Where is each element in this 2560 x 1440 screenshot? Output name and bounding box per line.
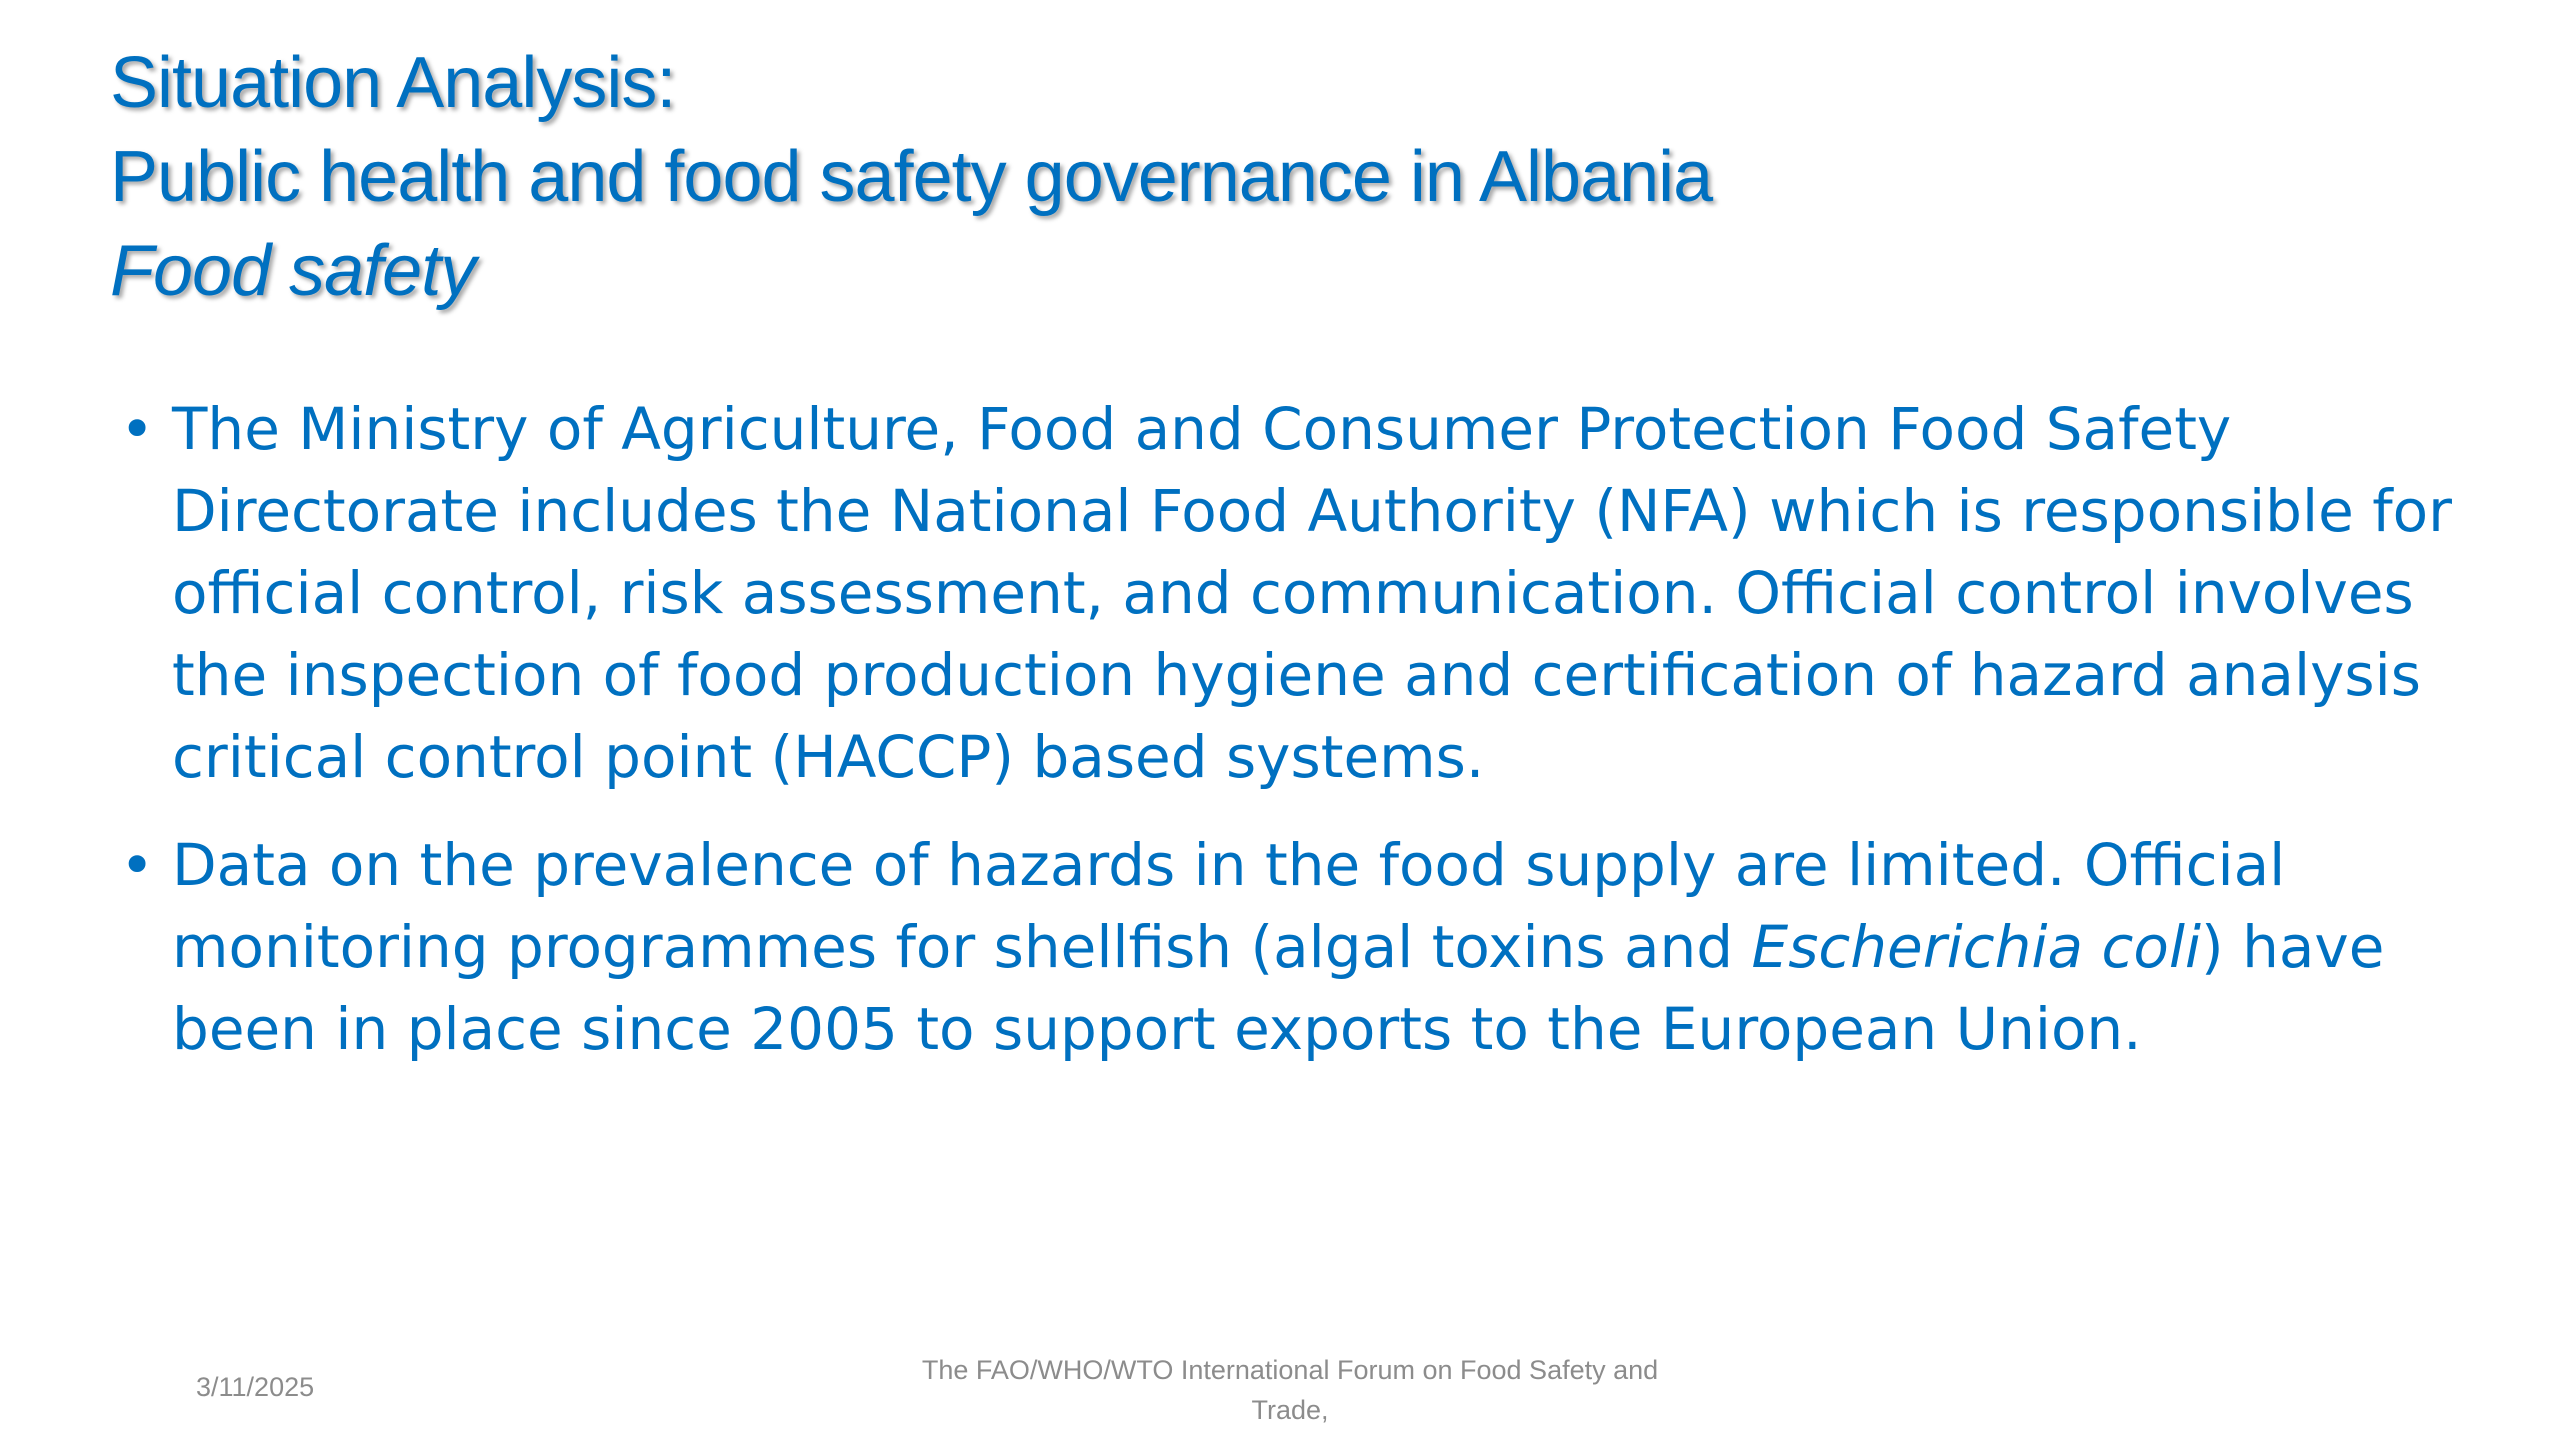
footer-date: 3/11/2025 — [196, 1372, 315, 1402]
footer-line-2: Trade, — [1251, 1395, 1329, 1425]
title-line-2: Public health and food safety governance in Albania — [110, 137, 1713, 217]
bullet-marker: • — [120, 395, 155, 463]
bullet-item — [120, 388, 2460, 798]
title-line-3: Food safety — [110, 231, 476, 311]
bullet-text-italic: Escherichia coli — [1751, 913, 2202, 981]
bullet-item — [120, 824, 2460, 1070]
bullet-text-part: ) have been in place since 2005 to support exports to the European Union. — [172, 913, 2385, 1063]
title-line-1: Situation Analysis: — [110, 43, 676, 123]
bullet-list — [120, 388, 2460, 1096]
footer-text — [860, 1350, 1720, 1430]
bullet-text: The Ministry of Agriculture, Food and Consumer Protection Food Safety Directorate includes the National Food Authority (NFA) which is responsible for official control, risk assessment, and communication. Official control involves the inspection of food production hygiene and certification of hazard analysis critical control point (HACCP) based systems. — [172, 395, 2452, 791]
bullet-marker: • — [120, 831, 155, 899]
slide-title — [110, 36, 2410, 318]
bullet-text-part: Data on the prevalence of hazards in the food supply are limited. Official monitoring programmes for shellfish (algal toxins and — [172, 831, 2286, 981]
bullet-text — [172, 831, 2384, 1063]
footer-line-1: The FAO/WHO/WTO International Forum on Food Safety and — [921, 1355, 1659, 1385]
